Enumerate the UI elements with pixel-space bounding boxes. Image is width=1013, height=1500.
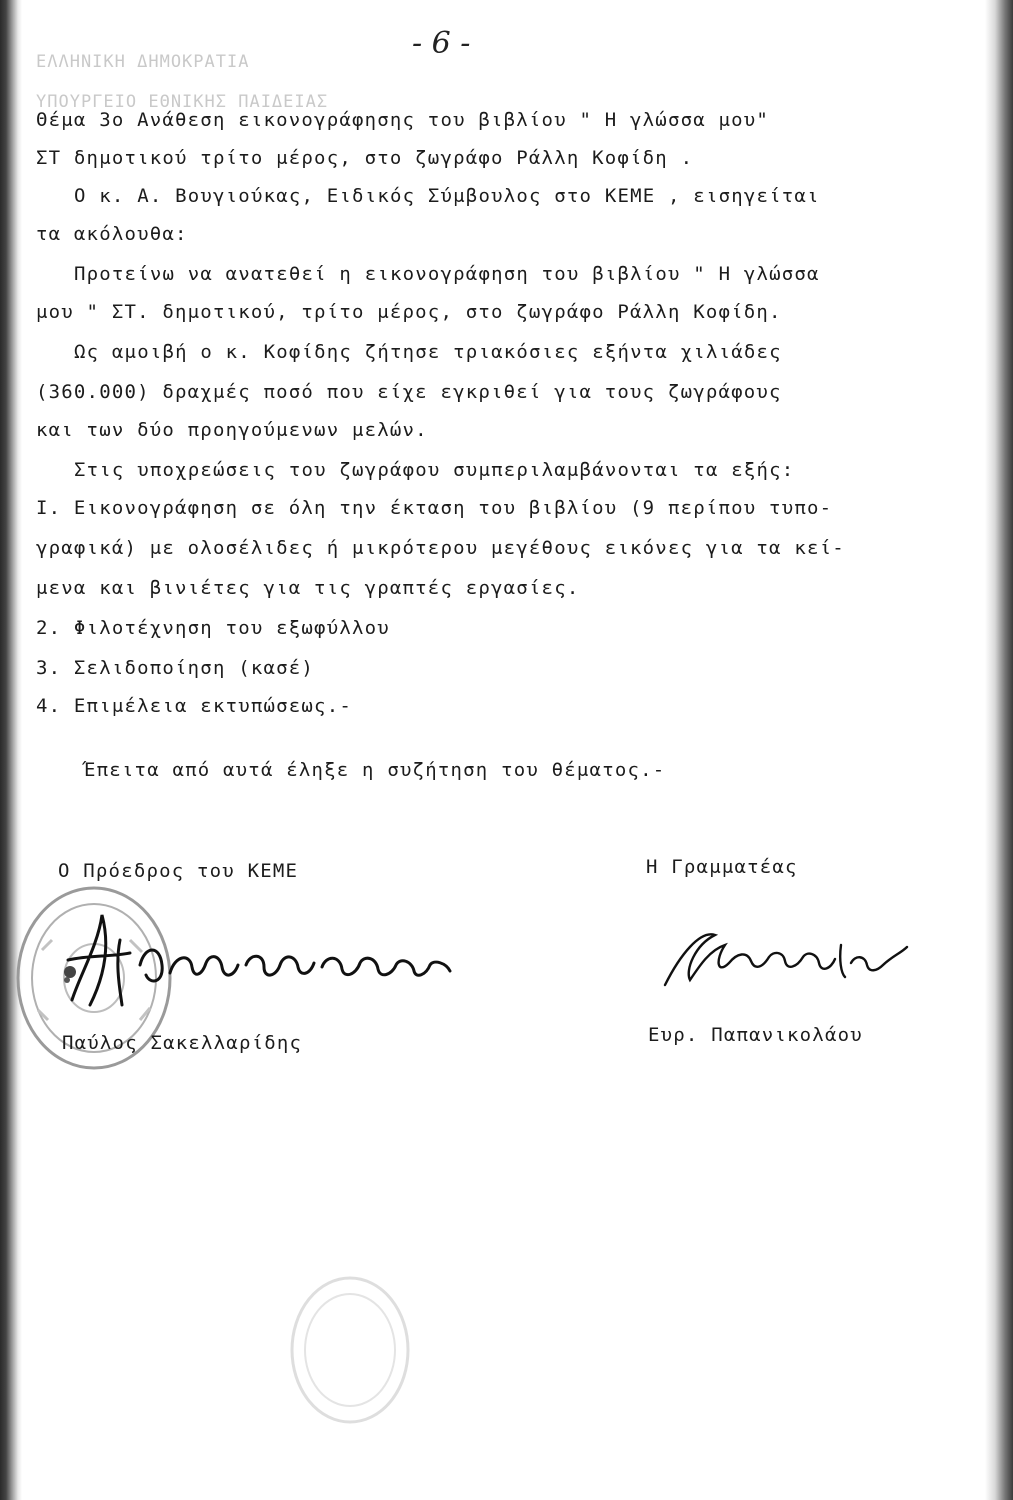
body-line: 3. Σελιδοποίηση (κασέ) [36,657,315,679]
body-line: Ι. Εικονογράφηση σε όλη την έκταση του βιβλίου (9 περίπου τυπο- [36,497,833,519]
president-name: Παύλος Σακελλαρίδης [62,1032,303,1054]
body-line: μενα και βινιέτες για τις γραπτές εργασίες. [36,577,580,599]
body-line: (360.000) δραχμές ποσό που είχε εγκριθεί για τους ζωγράφους [36,381,782,403]
body-line: γραφικά) με ολοσέλιδες ή μικρότερου μεγέθους εικόνες για τα κεί- [36,537,845,559]
bleed-through-stamp [285,1270,415,1430]
scan-left-edge [0,0,22,1500]
bleed-through-heading: ΕΛΛΗΝΙΚΗ ΔΗΜΟΚΡΑΤΙΑ [36,52,250,72]
body-line: μου " ΣΤ. δημοτικού, τρίτο μέρος, στο ζωγράφο Ράλλη Κοφίδη. [36,301,782,323]
scan-right-edge [985,0,1013,1500]
body-line: Ως αμοιβή ο κ. Κοφίδης ζήτησε τριακόσιες εξήντα χιλιάδες [74,341,782,363]
body-line: ΣΤ δημοτικού τρίτο μέρος, στο ζωγράφο Ράλλη Κοφίδη . [36,147,694,169]
president-signature [50,905,470,1015]
bleed-through-ministry: ΥΠΟΥΡΓΕΙΟ ΕΘΝΙΚΗΣ ΠΑΙΔΕΙΑΣ [36,92,329,112]
body-line: Ο κ. Α. Βουγιούκας, Ειδικός Σύμβουλος στο ΚΕΜΕ , εισηγείται [74,185,820,207]
body-line: 2. Φιλοτέχνηση του εξωφύλλου [36,617,390,639]
secretary-name: Ευρ. Παπανικολάου [648,1024,863,1046]
page-number: - 6 - [412,26,471,61]
president-title: Ο Πρόεδρος του ΚΕΜΕ [58,860,299,882]
body-line: 4. Επιμέλεια εκτυπώσεως.- [36,695,352,717]
secretary-signature [655,915,915,995]
body-line: και των δύο προηγούμενων μελών. [36,419,428,441]
secretary-title: Η Γραμματέας [646,856,798,878]
body-line: Προτείνω να ανατεθεί η εικονογράφηση του βιβλίου " Η γλώσσα [74,263,820,285]
body-line: Θέμα 3ο Ανάθεση εικονογράφησης του βιβλίου " Η γλώσσα μου" [36,109,770,131]
body-line: τα ακόλουθα: [36,223,188,245]
body-line: Στις υποχρεώσεις του ζωγράφου συμπεριλαμβάνονται τα εξής: [74,459,795,481]
body-line: Έπειτα από αυτά έληξε η συζήτηση του θέματος.- [84,759,666,781]
